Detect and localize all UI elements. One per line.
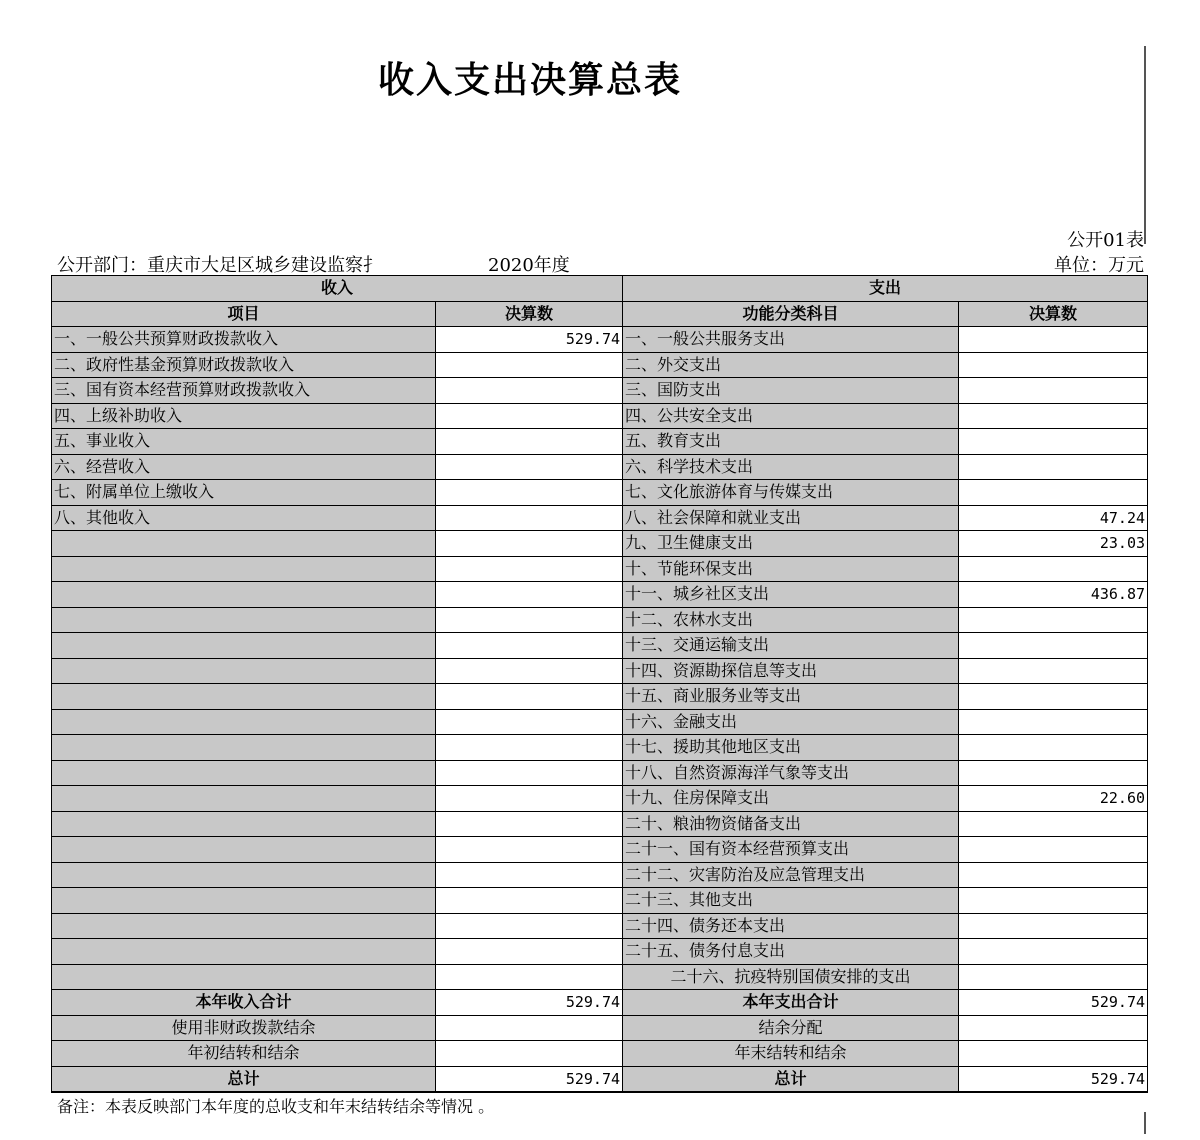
expense-amount <box>959 403 1148 429</box>
income-amount <box>436 633 623 659</box>
income-item <box>52 556 436 582</box>
table-row <box>52 454 1148 480</box>
income-item: 七、附属单位上缴收入 <box>52 480 436 506</box>
grand-total-row <box>52 1066 1148 1092</box>
income-amount <box>436 403 623 429</box>
expense-item: 十六、金融支出 <box>623 709 959 735</box>
income-amount <box>436 811 623 837</box>
income-item <box>52 837 436 863</box>
table-row <box>52 633 1148 659</box>
expense-amount <box>959 939 1148 965</box>
expense-amount <box>959 378 1148 404</box>
expense-amount <box>959 760 1148 786</box>
page-edge-line-bottom <box>1144 1112 1146 1134</box>
surplus-allocation-label: 结余分配 <box>623 1015 959 1041</box>
income-expense-table <box>51 275 1148 1093</box>
income-amount <box>436 888 623 914</box>
expense-item: 八、社会保障和就业支出 <box>623 505 959 531</box>
expense-amount <box>959 709 1148 735</box>
expense-item: 十二、农林水支出 <box>623 607 959 633</box>
expense-item: 二十二、灾害防治及应急管理支出 <box>623 862 959 888</box>
expense-item: 二十五、债务付息支出 <box>623 939 959 965</box>
balance-row-1 <box>52 1015 1148 1041</box>
expense-item: 五、教育支出 <box>623 429 959 455</box>
expense-amount <box>959 327 1148 353</box>
expense-amount <box>959 454 1148 480</box>
col-header-item: 项目 <box>52 301 436 327</box>
year-income-total-value: 529.74 <box>436 990 623 1016</box>
table-row <box>52 888 1148 914</box>
income-amount <box>436 658 623 684</box>
expense-item: 十九、住房保障支出 <box>623 786 959 812</box>
income-item <box>52 582 436 608</box>
income-amount <box>436 862 623 888</box>
table-row <box>52 403 1148 429</box>
expense-amount: 47.24 <box>959 505 1148 531</box>
table-row <box>52 429 1148 455</box>
table-row <box>52 531 1148 557</box>
income-amount <box>436 964 623 990</box>
expense-amount: 23.03 <box>959 531 1148 557</box>
table-row <box>52 964 1148 990</box>
income-item <box>52 862 436 888</box>
expense-item: 二十四、债务还本支出 <box>623 913 959 939</box>
income-item <box>52 531 436 557</box>
expense-item: 四、公共安全支出 <box>623 403 959 429</box>
year-total-row <box>52 990 1148 1016</box>
table-row <box>52 709 1148 735</box>
income-item: 五、事业收入 <box>52 429 436 455</box>
department-label: 公开部门：重庆市大足区城乡建设监察扌 <box>57 255 381 276</box>
income-section-header: 收入 <box>52 276 623 302</box>
income-amount <box>436 607 623 633</box>
income-amount <box>436 378 623 404</box>
expense-item: 十、节能环保支出 <box>623 556 959 582</box>
fiscal-year: 2020年度 <box>488 255 570 276</box>
table-row <box>52 939 1148 965</box>
year-expense-total-label: 本年支出合计 <box>623 990 959 1016</box>
table-row <box>52 658 1148 684</box>
income-item: 四、上级补助收入 <box>52 403 436 429</box>
page-edge-line <box>1144 46 1146 244</box>
grand-total-income-label: 总计 <box>52 1066 436 1092</box>
expense-amount <box>959 633 1148 659</box>
year-expense-total-value: 529.74 <box>959 990 1148 1016</box>
table-row <box>52 556 1148 582</box>
expense-item: 七、文化旅游体育与传媒支出 <box>623 480 959 506</box>
income-amount <box>436 939 623 965</box>
grand-total-expense-value: 529.74 <box>959 1066 1148 1092</box>
expense-amount <box>959 811 1148 837</box>
income-amount <box>436 352 623 378</box>
expense-item: 一、一般公共服务支出 <box>623 327 959 353</box>
expense-item: 三、国防支出 <box>623 378 959 404</box>
expense-item: 十八、自然资源海洋气象等支出 <box>623 760 959 786</box>
expense-item: 二十一、国有资本经营预算支出 <box>623 837 959 863</box>
balance-row-2 <box>52 1041 1148 1067</box>
expense-item: 十一、城乡社区支出 <box>623 582 959 608</box>
table-row <box>52 378 1148 404</box>
table-row <box>52 505 1148 531</box>
nonfiscal-balance-value <box>436 1015 623 1041</box>
expense-item: 十五、商业服务业等支出 <box>623 684 959 710</box>
table-row <box>52 480 1148 506</box>
table-row <box>52 327 1148 353</box>
expense-item: 二十、粮油物资储备支出 <box>623 811 959 837</box>
income-item <box>52 939 436 965</box>
expense-amount <box>959 888 1148 914</box>
year-income-total-label: 本年收入合计 <box>52 990 436 1016</box>
section-header-row <box>52 276 1148 302</box>
expense-amount <box>959 735 1148 761</box>
table-row <box>52 607 1148 633</box>
table-row <box>52 913 1148 939</box>
income-item <box>52 684 436 710</box>
expense-item: 十三、交通运输支出 <box>623 633 959 659</box>
nonfiscal-balance-label: 使用非财政拨款结余 <box>52 1015 436 1041</box>
income-item: 六、经营收入 <box>52 454 436 480</box>
income-amount <box>436 913 623 939</box>
expense-section-header: 支出 <box>623 276 1148 302</box>
table-row <box>52 811 1148 837</box>
income-amount <box>436 735 623 761</box>
expense-amount <box>959 837 1148 863</box>
expense-item: 十四、资源勘探信息等支出 <box>623 658 959 684</box>
income-item: 一、一般公共预算财政拨款收入 <box>52 327 436 353</box>
table-row <box>52 684 1148 710</box>
income-item: 三、国有资本经营预算财政拨款收入 <box>52 378 436 404</box>
expense-amount <box>959 607 1148 633</box>
expense-item: 十七、援助其他地区支出 <box>623 735 959 761</box>
table-row <box>52 786 1148 812</box>
expense-item: 六、科学技术支出 <box>623 454 959 480</box>
income-item: 八、其他收入 <box>52 505 436 531</box>
income-item <box>52 760 436 786</box>
col-header-income-amount: 决算数 <box>436 301 623 327</box>
table-row <box>52 837 1148 863</box>
begin-balance-label: 年初结转和结余 <box>52 1041 436 1067</box>
expense-amount <box>959 480 1148 506</box>
report-title: 收入支出决算总表 <box>377 60 682 101</box>
expense-item: 二、外交支出 <box>623 352 959 378</box>
end-balance-value <box>959 1041 1148 1067</box>
income-amount <box>436 760 623 786</box>
expense-amount <box>959 352 1148 378</box>
income-item <box>52 786 436 812</box>
column-header-row <box>52 301 1148 327</box>
income-amount <box>436 429 623 455</box>
grand-total-income-value: 529.74 <box>436 1066 623 1092</box>
end-balance-label: 年末结转和结余 <box>623 1041 959 1067</box>
income-item <box>52 888 436 914</box>
income-item <box>52 658 436 684</box>
income-amount <box>436 556 623 582</box>
income-amount: 529.74 <box>436 327 623 353</box>
expense-amount: 22.60 <box>959 786 1148 812</box>
income-amount <box>436 786 623 812</box>
form-number: 公开01表 <box>1067 230 1144 251</box>
col-header-function: 功能分类科目 <box>623 301 959 327</box>
col-header-expense-amount: 决算数 <box>959 301 1148 327</box>
income-item <box>52 735 436 761</box>
table-row <box>52 352 1148 378</box>
surplus-allocation-value <box>959 1015 1148 1041</box>
income-item <box>52 913 436 939</box>
income-amount <box>436 531 623 557</box>
income-amount <box>436 684 623 710</box>
expense-amount <box>959 964 1148 990</box>
expense-amount <box>959 913 1148 939</box>
income-amount <box>436 709 623 735</box>
expense-amount <box>959 658 1148 684</box>
expense-item: 九、卫生健康支出 <box>623 531 959 557</box>
expense-amount <box>959 862 1148 888</box>
income-amount <box>436 837 623 863</box>
expense-amount <box>959 684 1148 710</box>
grand-total-expense-label: 总计 <box>623 1066 959 1092</box>
income-item <box>52 607 436 633</box>
expense-amount: 436.87 <box>959 582 1148 608</box>
income-amount <box>436 582 623 608</box>
income-item <box>52 709 436 735</box>
table-row <box>52 760 1148 786</box>
income-item: 二、政府性基金预算财政拨款收入 <box>52 352 436 378</box>
income-item <box>52 964 436 990</box>
expense-amount <box>959 429 1148 455</box>
income-item <box>52 633 436 659</box>
expense-item: 二十六、抗疫特别国债安排的支出 <box>623 964 959 990</box>
expense-item: 二十三、其他支出 <box>623 888 959 914</box>
income-item <box>52 811 436 837</box>
footnote: 备注：本表反映部门本年度的总收支和年末结转结余等情况 。 <box>57 1097 495 1116</box>
table-row <box>52 862 1148 888</box>
income-amount <box>436 454 623 480</box>
expense-amount <box>959 556 1148 582</box>
table-row <box>52 735 1148 761</box>
table-row <box>52 582 1148 608</box>
begin-balance-value <box>436 1041 623 1067</box>
income-amount <box>436 505 623 531</box>
unit-label: 单位：万元 <box>1054 255 1144 276</box>
income-amount <box>436 480 623 506</box>
